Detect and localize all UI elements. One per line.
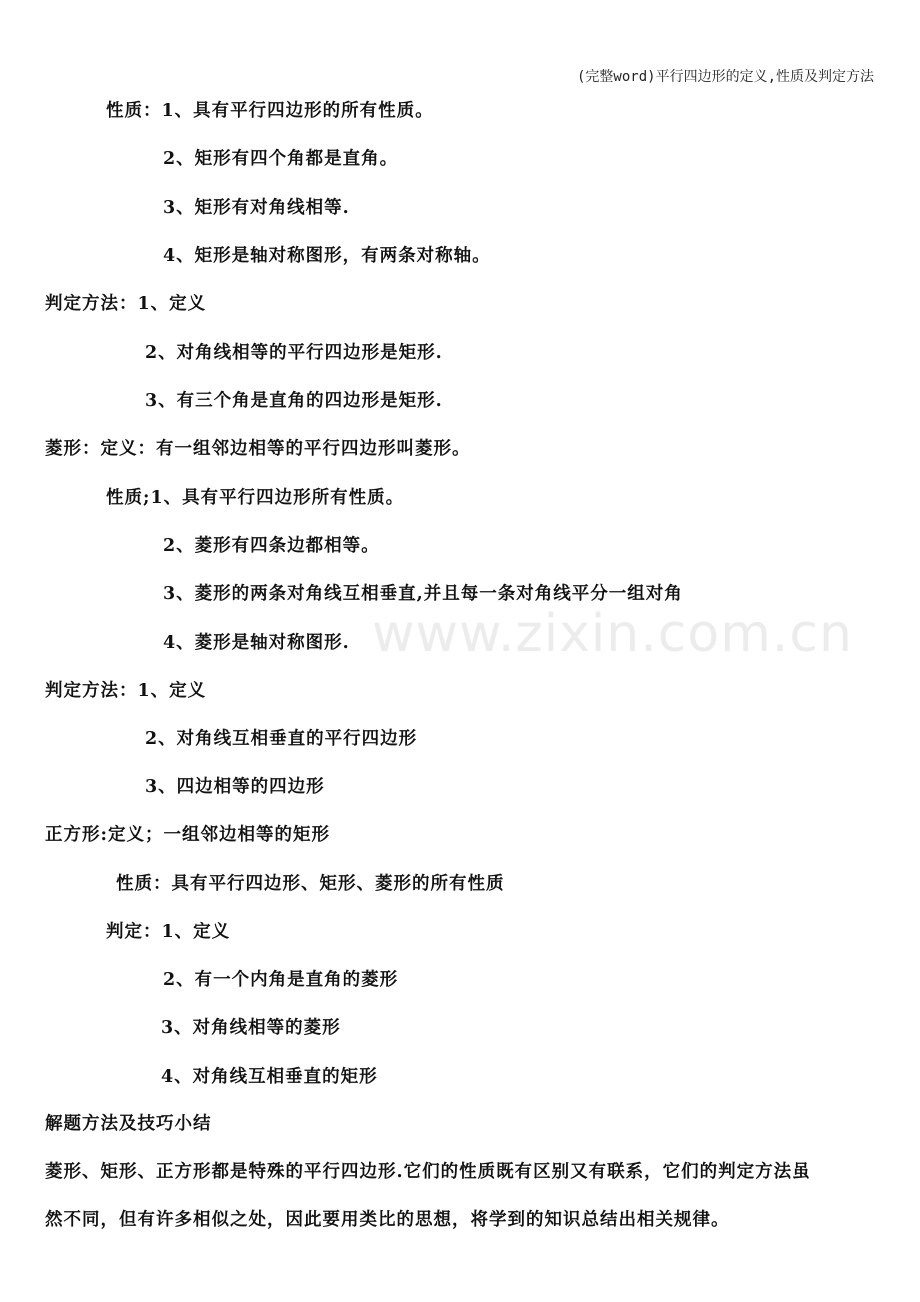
text-line: 4、矩形是轴对称图形，有两条对称轴。 xyxy=(163,246,491,266)
text-line: 判定方法：1、定义 xyxy=(45,294,207,314)
text-line: 然不同，但有许多相似之处，因此要用类比的思想，将学到的知识总结出相关规律。 xyxy=(45,1210,730,1230)
text-line: 2、菱形有四条边都相等。 xyxy=(163,536,380,556)
text-line: 4、菱形是轴对称图形. xyxy=(163,633,350,653)
text-line: 2、对角线相等的平行四边形是矩形. xyxy=(145,343,443,363)
text-line: 3、菱形的两条对角线互相垂直,并且每一条对角线平分一组对角 xyxy=(163,584,683,604)
text-line: 性质：具有平行四边形、矩形、菱形的所有性质 xyxy=(116,874,505,894)
watermark: www.zixin.com.cn xyxy=(372,604,853,664)
text-line: 菱形、矩形、正方形都是特殊的平行四边形.它们的性质既有区别又有联系，它们的判定方法虽 xyxy=(45,1162,811,1182)
text-line: 判定：1、定义 xyxy=(106,922,231,942)
text-line: 3、有三个角是直角的四边形是矩形. xyxy=(145,391,443,411)
text-line: 3、矩形有对角线相等. xyxy=(163,198,350,218)
text-line: 2、矩形有四个角都是直角。 xyxy=(163,149,399,169)
text-line: 3、对角线相等的菱形 xyxy=(161,1018,341,1038)
text-line: 判定方法：1、定义 xyxy=(45,681,207,701)
text-line: 性质;1、具有平行四边形所有性质。 xyxy=(106,488,405,508)
text-line: 4、对角线互相垂直的矩形 xyxy=(161,1067,378,1087)
text-line: 菱形：定义：有一组邻边相等的平行四边形叫菱形。 xyxy=(45,439,471,459)
text-line: 2、对角线互相垂直的平行四边形 xyxy=(145,729,418,749)
text-line: 正方形:定义；一组邻边相等的矩形 xyxy=(45,825,330,845)
text-line: 解题方法及技巧小结 xyxy=(45,1114,212,1134)
text-line: 3、四边相等的四边形 xyxy=(145,777,325,797)
text-line: 性质：1、具有平行四边形的所有性质。 xyxy=(106,101,434,121)
text-line: 2、有一个内角是直角的菱形 xyxy=(163,970,399,990)
document-header: (完整word)平行四边形的定义,性质及判定方法 xyxy=(577,69,874,85)
